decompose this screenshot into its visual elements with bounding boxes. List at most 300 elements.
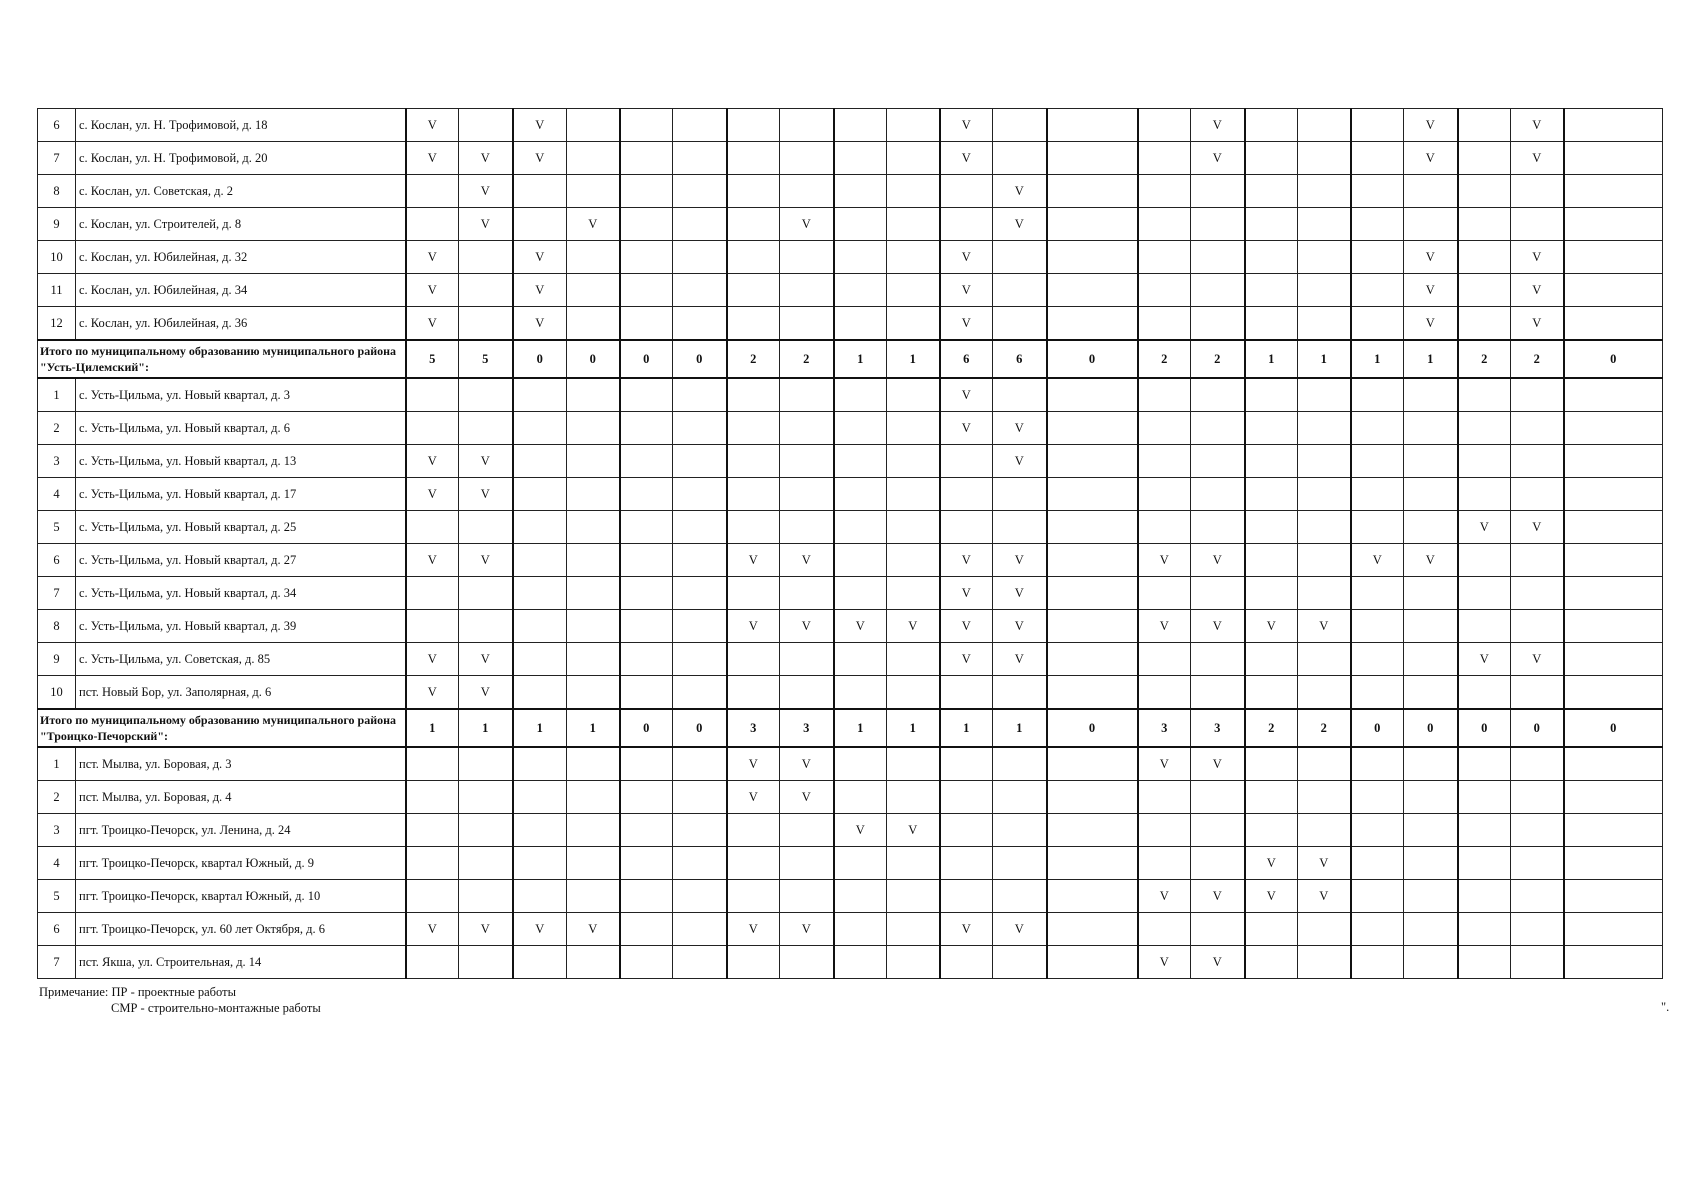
- empty-cell: [1298, 946, 1351, 979]
- empty-cell: [1511, 781, 1564, 814]
- empty-cell: [887, 412, 940, 445]
- empty-cell: [1298, 478, 1351, 511]
- total-value: 2: [1458, 340, 1511, 378]
- empty-cell: [1047, 307, 1138, 341]
- total-value: 2: [1511, 340, 1564, 378]
- total-value: 6: [993, 340, 1047, 378]
- empty-cell: [1191, 814, 1245, 847]
- empty-cell: [780, 511, 834, 544]
- empty-cell: [993, 781, 1047, 814]
- empty-cell: [1298, 274, 1351, 307]
- mark-cell: V: [993, 208, 1047, 241]
- row-address: пст. Мылва, ул. Боровая, д. 4: [76, 781, 406, 814]
- empty-cell: [1047, 814, 1138, 847]
- empty-cell: [1047, 208, 1138, 241]
- empty-cell: [834, 274, 887, 307]
- total-value: 3: [727, 709, 780, 747]
- empty-cell: [887, 478, 940, 511]
- table-row: [38, 747, 1663, 781]
- mark-cell: V: [406, 109, 459, 142]
- empty-cell: [1191, 643, 1245, 676]
- empty-cell: [1298, 378, 1351, 412]
- row-number: 1: [38, 378, 76, 412]
- empty-cell: [513, 781, 567, 814]
- empty-cell: [834, 913, 887, 946]
- empty-cell: [1564, 412, 1663, 445]
- empty-cell: [1351, 814, 1404, 847]
- empty-cell: [1138, 175, 1191, 208]
- empty-cell: [1351, 676, 1404, 710]
- empty-cell: [887, 577, 940, 610]
- empty-cell: [567, 814, 620, 847]
- table-row: [38, 847, 1663, 880]
- empty-cell: [727, 946, 780, 979]
- total-value: 0: [673, 340, 727, 378]
- total-value: 2: [780, 340, 834, 378]
- empty-cell: [1564, 610, 1663, 643]
- empty-cell: [673, 847, 727, 880]
- empty-cell: [1138, 913, 1191, 946]
- mark-cell: V: [513, 307, 567, 341]
- empty-cell: [727, 175, 780, 208]
- empty-cell: [620, 913, 673, 946]
- empty-cell: [1404, 478, 1458, 511]
- empty-cell: [459, 378, 513, 412]
- empty-cell: [1047, 378, 1138, 412]
- empty-cell: [1458, 676, 1511, 710]
- empty-cell: [513, 511, 567, 544]
- empty-cell: [1245, 781, 1298, 814]
- empty-cell: [1404, 378, 1458, 412]
- empty-cell: [1564, 445, 1663, 478]
- empty-cell: [459, 577, 513, 610]
- empty-cell: [940, 478, 993, 511]
- mark-cell: V: [727, 781, 780, 814]
- empty-cell: [567, 610, 620, 643]
- mark-cell: V: [1404, 544, 1458, 577]
- empty-cell: [1564, 175, 1663, 208]
- total-value: 1: [1351, 340, 1404, 378]
- total-value: 1: [834, 340, 887, 378]
- row-address: с. Усть-Цильма, ул. Новый квартал, д. 6: [76, 412, 406, 445]
- empty-cell: [780, 946, 834, 979]
- empty-cell: [887, 208, 940, 241]
- empty-cell: [620, 747, 673, 781]
- empty-cell: [1458, 544, 1511, 577]
- empty-cell: [513, 208, 567, 241]
- empty-cell: [513, 946, 567, 979]
- empty-cell: [1511, 412, 1564, 445]
- mark-cell: V: [459, 208, 513, 241]
- empty-cell: [1191, 175, 1245, 208]
- empty-cell: [567, 307, 620, 341]
- row-number: 2: [38, 412, 76, 445]
- row-number: 6: [38, 913, 76, 946]
- empty-cell: [1047, 511, 1138, 544]
- total-value: 0: [1404, 709, 1458, 747]
- total-value: 0: [620, 709, 673, 747]
- empty-cell: [513, 478, 567, 511]
- total-value: 2: [1138, 340, 1191, 378]
- empty-cell: [834, 445, 887, 478]
- empty-cell: [1298, 208, 1351, 241]
- empty-cell: [1298, 412, 1351, 445]
- row-address: с. Кослан, ул. Юбилейная, д. 36: [76, 307, 406, 341]
- empty-cell: [1458, 847, 1511, 880]
- empty-cell: [1404, 913, 1458, 946]
- empty-cell: [1245, 913, 1298, 946]
- empty-cell: [673, 208, 727, 241]
- table-row: [38, 241, 1663, 274]
- empty-cell: [1458, 913, 1511, 946]
- mark-cell: V: [1245, 880, 1298, 913]
- empty-cell: [940, 175, 993, 208]
- mark-cell: V: [1191, 946, 1245, 979]
- empty-cell: [780, 643, 834, 676]
- empty-cell: [1564, 747, 1663, 781]
- empty-cell: [567, 412, 620, 445]
- total-value: 0: [1564, 340, 1663, 378]
- empty-cell: [780, 142, 834, 175]
- empty-cell: [1458, 412, 1511, 445]
- total-value: 0: [1564, 709, 1663, 747]
- empty-cell: [673, 676, 727, 710]
- empty-cell: [887, 781, 940, 814]
- mark-cell: V: [780, 208, 834, 241]
- mark-cell: V: [940, 378, 993, 412]
- empty-cell: [1298, 511, 1351, 544]
- empty-cell: [1245, 109, 1298, 142]
- empty-cell: [406, 208, 459, 241]
- empty-cell: [1458, 175, 1511, 208]
- total-value: 2: [1191, 340, 1245, 378]
- empty-cell: [1298, 643, 1351, 676]
- empty-cell: [459, 511, 513, 544]
- total-value: 3: [1191, 709, 1245, 747]
- empty-cell: [620, 643, 673, 676]
- empty-cell: [1404, 946, 1458, 979]
- mark-cell: V: [1191, 544, 1245, 577]
- mark-cell: V: [1138, 946, 1191, 979]
- mark-cell: V: [1191, 880, 1245, 913]
- empty-cell: [1351, 307, 1404, 341]
- total-value: 2: [1245, 709, 1298, 747]
- empty-cell: [993, 241, 1047, 274]
- empty-cell: [1511, 478, 1564, 511]
- row-address: с. Усть-Цильма, ул. Новый квартал, д. 34: [76, 577, 406, 610]
- mark-cell: V: [940, 307, 993, 341]
- empty-cell: [1511, 676, 1564, 710]
- row-address: пст. Новый Бор, ул. Заполярная, д. 6: [76, 676, 406, 710]
- mark-cell: V: [1245, 847, 1298, 880]
- row-number: 5: [38, 880, 76, 913]
- empty-cell: [1191, 307, 1245, 341]
- mark-cell: V: [1511, 643, 1564, 676]
- empty-cell: [567, 880, 620, 913]
- empty-cell: [727, 274, 780, 307]
- empty-cell: [834, 241, 887, 274]
- empty-cell: [1458, 880, 1511, 913]
- mark-cell: V: [406, 478, 459, 511]
- empty-cell: [513, 880, 567, 913]
- empty-cell: [620, 307, 673, 341]
- row-address: с. Кослан, ул. Юбилейная, д. 32: [76, 241, 406, 274]
- empty-cell: [1404, 643, 1458, 676]
- table-row: [38, 913, 1663, 946]
- mark-cell: V: [406, 307, 459, 341]
- empty-cell: [1138, 577, 1191, 610]
- empty-cell: [1298, 814, 1351, 847]
- empty-cell: [1138, 241, 1191, 274]
- mark-cell: V: [1511, 307, 1564, 341]
- empty-cell: [620, 142, 673, 175]
- row-number: 4: [38, 847, 76, 880]
- empty-cell: [1351, 445, 1404, 478]
- empty-cell: [1564, 946, 1663, 979]
- empty-cell: [1458, 208, 1511, 241]
- empty-cell: [1564, 847, 1663, 880]
- empty-cell: [993, 274, 1047, 307]
- empty-cell: [887, 175, 940, 208]
- empty-cell: [673, 511, 727, 544]
- table-row: [38, 610, 1663, 643]
- empty-cell: [780, 274, 834, 307]
- empty-cell: [1351, 175, 1404, 208]
- empty-cell: [1351, 913, 1404, 946]
- empty-cell: [780, 577, 834, 610]
- mark-cell: V: [887, 814, 940, 847]
- empty-cell: [1458, 946, 1511, 979]
- empty-cell: [1191, 478, 1245, 511]
- empty-cell: [1511, 208, 1564, 241]
- mark-cell: V: [727, 544, 780, 577]
- mark-cell: V: [1511, 142, 1564, 175]
- empty-cell: [1404, 511, 1458, 544]
- empty-cell: [780, 378, 834, 412]
- empty-cell: [834, 847, 887, 880]
- empty-cell: [673, 142, 727, 175]
- mark-cell: V: [993, 913, 1047, 946]
- empty-cell: [993, 109, 1047, 142]
- empty-cell: [834, 208, 887, 241]
- row-number: 12: [38, 307, 76, 341]
- empty-cell: [1564, 676, 1663, 710]
- empty-cell: [1047, 109, 1138, 142]
- empty-cell: [1298, 175, 1351, 208]
- empty-cell: [459, 814, 513, 847]
- empty-cell: [1245, 208, 1298, 241]
- empty-cell: [887, 880, 940, 913]
- empty-cell: [1511, 445, 1564, 478]
- mark-cell: V: [940, 577, 993, 610]
- empty-cell: [1191, 847, 1245, 880]
- empty-cell: [1351, 747, 1404, 781]
- empty-cell: [1564, 274, 1663, 307]
- empty-cell: [567, 109, 620, 142]
- empty-cell: [620, 445, 673, 478]
- empty-cell: [993, 880, 1047, 913]
- mark-cell: V: [993, 412, 1047, 445]
- empty-cell: [1047, 913, 1138, 946]
- empty-cell: [1351, 412, 1404, 445]
- empty-cell: [1351, 274, 1404, 307]
- empty-cell: [834, 109, 887, 142]
- mark-cell: V: [513, 241, 567, 274]
- empty-cell: [1511, 544, 1564, 577]
- empty-cell: [1138, 643, 1191, 676]
- table-row: [38, 378, 1663, 412]
- empty-cell: [513, 577, 567, 610]
- empty-cell: [1298, 307, 1351, 341]
- empty-cell: [459, 109, 513, 142]
- table-row: [38, 676, 1663, 710]
- table-row: [38, 814, 1663, 847]
- row-address: пгт. Троицко-Печорск, квартал Южный, д. 10: [76, 880, 406, 913]
- empty-cell: [673, 412, 727, 445]
- empty-cell: [1245, 676, 1298, 710]
- empty-cell: [1138, 847, 1191, 880]
- total-value: 0: [513, 340, 567, 378]
- empty-cell: [1047, 577, 1138, 610]
- empty-cell: [673, 274, 727, 307]
- mark-cell: V: [727, 747, 780, 781]
- empty-cell: [1564, 814, 1663, 847]
- empty-cell: [1191, 412, 1245, 445]
- table-row: [38, 577, 1663, 610]
- empty-cell: [1404, 445, 1458, 478]
- empty-cell: [1511, 880, 1564, 913]
- total-value: 1: [940, 709, 993, 747]
- empty-cell: [1458, 781, 1511, 814]
- mark-cell: V: [1404, 109, 1458, 142]
- empty-cell: [834, 676, 887, 710]
- mark-cell: V: [406, 142, 459, 175]
- empty-cell: [1511, 577, 1564, 610]
- empty-cell: [1511, 946, 1564, 979]
- empty-cell: [1511, 814, 1564, 847]
- mark-cell: V: [780, 781, 834, 814]
- empty-cell: [459, 412, 513, 445]
- mark-cell: V: [1404, 307, 1458, 341]
- total-value: 6: [940, 340, 993, 378]
- empty-cell: [834, 781, 887, 814]
- empty-cell: [727, 814, 780, 847]
- mark-cell: V: [406, 445, 459, 478]
- mark-cell: V: [834, 610, 887, 643]
- total-value: 5: [459, 340, 513, 378]
- empty-cell: [673, 544, 727, 577]
- empty-cell: [940, 445, 993, 478]
- table-row: [38, 412, 1663, 445]
- empty-cell: [834, 880, 887, 913]
- mark-cell: V: [940, 913, 993, 946]
- empty-cell: [1047, 880, 1138, 913]
- mark-cell: V: [1298, 847, 1351, 880]
- empty-cell: [567, 781, 620, 814]
- empty-cell: [1047, 676, 1138, 710]
- empty-cell: [727, 241, 780, 274]
- empty-cell: [1245, 814, 1298, 847]
- empty-cell: [673, 241, 727, 274]
- empty-cell: [1245, 478, 1298, 511]
- empty-cell: [406, 781, 459, 814]
- mark-cell: V: [406, 676, 459, 710]
- empty-cell: [406, 577, 459, 610]
- empty-cell: [780, 307, 834, 341]
- empty-cell: [1458, 478, 1511, 511]
- empty-cell: [727, 109, 780, 142]
- empty-cell: [620, 511, 673, 544]
- empty-cell: [1458, 274, 1511, 307]
- row-address: с. Кослан, ул. Юбилейная, д. 34: [76, 274, 406, 307]
- empty-cell: [1458, 378, 1511, 412]
- empty-cell: [406, 412, 459, 445]
- mark-cell: V: [459, 445, 513, 478]
- table-row: [38, 445, 1663, 478]
- empty-cell: [1191, 241, 1245, 274]
- empty-cell: [834, 412, 887, 445]
- empty-cell: [940, 208, 993, 241]
- empty-cell: [513, 847, 567, 880]
- mark-cell: V: [513, 109, 567, 142]
- row-number: 6: [38, 109, 76, 142]
- empty-cell: [567, 676, 620, 710]
- empty-cell: [567, 511, 620, 544]
- empty-cell: [1511, 378, 1564, 412]
- mark-cell: V: [513, 913, 567, 946]
- empty-cell: [1245, 307, 1298, 341]
- row-address: с. Усть-Цильма, ул. Новый квартал, д. 3: [76, 378, 406, 412]
- empty-cell: [406, 747, 459, 781]
- empty-cell: [940, 880, 993, 913]
- mark-cell: V: [780, 913, 834, 946]
- mark-cell: V: [459, 676, 513, 710]
- empty-cell: [513, 676, 567, 710]
- mark-cell: V: [940, 643, 993, 676]
- empty-cell: [887, 109, 940, 142]
- empty-cell: [1404, 847, 1458, 880]
- empty-cell: [1351, 109, 1404, 142]
- empty-cell: [513, 445, 567, 478]
- empty-cell: [1138, 676, 1191, 710]
- empty-cell: [1047, 643, 1138, 676]
- row-address: с. Усть-Цильма, ул. Новый квартал, д. 17: [76, 478, 406, 511]
- mark-cell: V: [406, 544, 459, 577]
- empty-cell: [567, 274, 620, 307]
- empty-cell: [620, 412, 673, 445]
- total-value: 0: [567, 340, 620, 378]
- empty-cell: [780, 880, 834, 913]
- empty-cell: [727, 511, 780, 544]
- mark-cell: V: [1191, 747, 1245, 781]
- empty-cell: [513, 544, 567, 577]
- empty-cell: [673, 478, 727, 511]
- empty-cell: [1138, 412, 1191, 445]
- empty-cell: [834, 478, 887, 511]
- total-value: 1: [887, 340, 940, 378]
- empty-cell: [567, 544, 620, 577]
- empty-cell: [727, 676, 780, 710]
- mark-cell: V: [513, 274, 567, 307]
- empty-cell: [459, 747, 513, 781]
- empty-cell: [1138, 274, 1191, 307]
- empty-cell: [567, 946, 620, 979]
- empty-cell: [1298, 544, 1351, 577]
- empty-cell: [1138, 814, 1191, 847]
- row-number: 6: [38, 544, 76, 577]
- row-number: 1: [38, 747, 76, 781]
- empty-cell: [1351, 946, 1404, 979]
